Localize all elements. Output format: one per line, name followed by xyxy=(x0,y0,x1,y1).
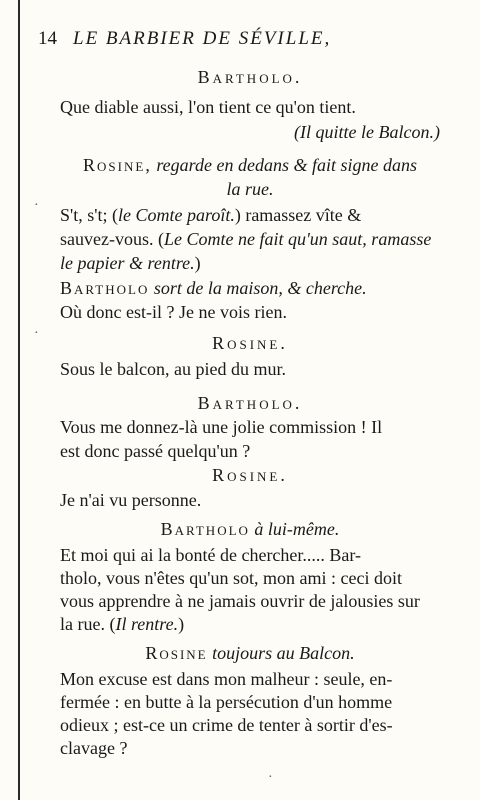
stage-direction: regarde en dedans & fait signe dans xyxy=(156,155,417,175)
dialogue-line: Sous le balcon, au pied du mur. xyxy=(60,359,286,379)
dialogue-line: odieux ; est-ce un crime de tenter à sortir d'es- xyxy=(60,715,393,735)
page-number: 14 xyxy=(38,28,57,49)
speaker-rosine: Rosine xyxy=(145,643,208,663)
dialogue-line: Vous me donnez-là une jolie commission ! Il xyxy=(60,417,383,437)
dialogue-line: tholo, vous n'êtes qu'un sot, mon ami : ceci doit xyxy=(60,568,402,588)
speaker-bartholo-with-direction xyxy=(60,275,440,301)
dialogue-text: S't, s't; ( xyxy=(60,205,118,225)
stage-direction: à lui-même. xyxy=(254,519,340,539)
speaker-bartholo: Bartholo. xyxy=(197,67,303,87)
speaker-rosine-with-direction xyxy=(60,640,440,666)
stage-direction: toujours au Balcon. xyxy=(212,643,355,663)
running-header xyxy=(38,28,438,50)
stage-direction: Il rentre. xyxy=(115,614,179,634)
dialogue-line xyxy=(60,250,440,276)
stage-direction: le papier & rentre. xyxy=(60,253,195,273)
speaker-bartholo: Bartholo xyxy=(160,519,250,539)
dialogue-line: Que diable aussi, l'on tient ce qu'on tient. xyxy=(60,97,356,117)
dialogue-line: clavage ? xyxy=(60,738,128,758)
stage-direction: la rue. xyxy=(226,179,274,199)
ink-speck: · xyxy=(34,326,39,341)
dialogue-line xyxy=(60,611,440,637)
stage-direction: sort de la maison, & cherche. xyxy=(153,278,367,298)
speaker-rosine: Rosine. xyxy=(212,465,288,485)
dialogue-text: la rue. ( xyxy=(60,614,116,634)
stage-direction: (Il quitte le Balcon.) xyxy=(294,122,440,142)
dialogue-line: fermée : en butte à la persécution d'un homme xyxy=(60,692,393,712)
dialogue-text: ) xyxy=(194,253,201,273)
dialogue-line: Et moi qui ai la bonté de chercher..... Bar- xyxy=(60,545,362,565)
stage-direction: Le Comte ne fait qu'un saut, ramasse xyxy=(163,229,432,249)
dialogue-text: sauvez-vous. ( xyxy=(60,229,164,249)
stage-direction: le Comte paroît. xyxy=(118,205,235,225)
dialogue-line xyxy=(60,226,440,252)
dialogue-line: Où donc est-il ? Je ne vois rien. xyxy=(60,302,287,322)
dialogue-line xyxy=(60,202,440,228)
running-title: LE BARBIER DE SÉVILLE, xyxy=(73,28,332,49)
speaker-rosine: Rosine, xyxy=(83,155,152,175)
ink-speck: · xyxy=(34,198,39,213)
speaker-rosine: Rosine. xyxy=(212,333,288,353)
dialogue-text: ) xyxy=(178,614,185,634)
dialogue-line: Je n'ai vu personne. xyxy=(60,490,202,510)
dialogue-text: ) ramassez vîte & xyxy=(234,205,362,225)
left-margin-rule xyxy=(18,0,20,800)
speaker-rosine-with-direction xyxy=(60,152,440,178)
dialogue-line: vous apprendre à ne jamais ouvrir de jalousies sur xyxy=(60,591,420,611)
speaker-bartholo: Bartholo xyxy=(60,278,150,298)
ink-speck: · xyxy=(268,770,273,785)
speaker-bartholo-with-direction xyxy=(60,516,440,542)
dialogue-line: Mon excuse est dans mon malheur : seule, en- xyxy=(60,669,393,689)
dialogue-line: est donc passé quelqu'un ? xyxy=(60,441,251,461)
speaker-bartholo: Bartholo. xyxy=(197,393,303,413)
